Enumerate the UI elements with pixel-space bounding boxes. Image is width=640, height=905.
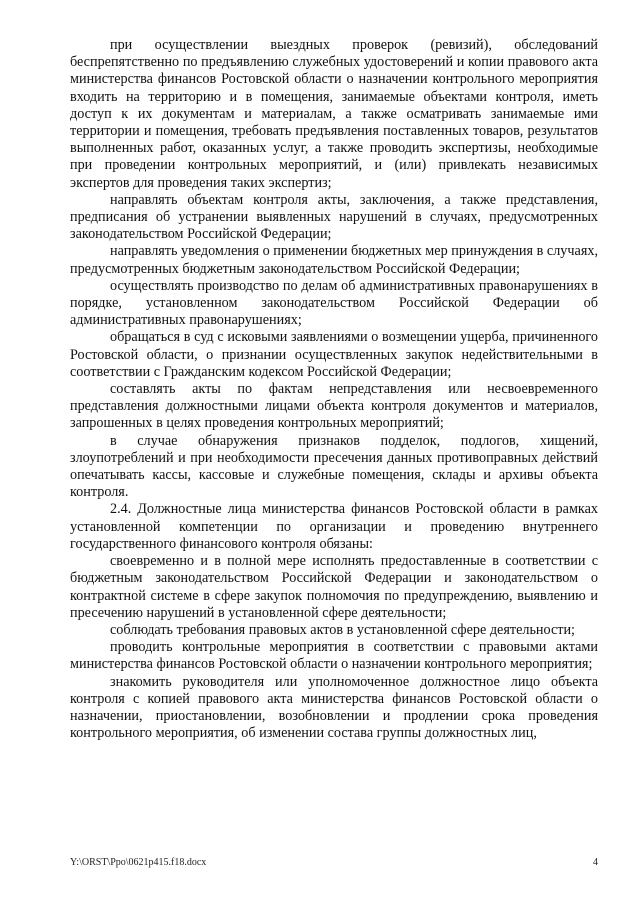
paragraph-sealing-premises: в случае обнаружения признаков подделок, подлогов, хищений, злоупотреблений и при необходимости пресечения данных противоправных действий опечатывать кассы, кассовые и служебные помещения, склады и архивы объекта контроля. [70,432,598,501]
paragraph-send-acts: направлять объектам контроля акты, заключения, а также представления, предписания об устранении выявленных нарушений в случаях, предусмотренных законодательством Российской Федерации; [70,191,598,243]
paragraph-execute-powers: своевременно и в полной мере исполнять предоставленные в соответствии с бюджетным законодательством Российской Федерации и законодательством о контрактной системе в сфере закупок полномочия по предупреждению, выявлению и пресечению нарушений в установленной сфере деятельности; [70,553,598,621]
paragraph-court-claims: обращаться в суд с исковыми заявлениями о возмещении ущерба, причиненного Ростовской области, о признании осуществленных закупок недействительными в соответствии с Гражданским кодексом Российской Федерации; [70,329,598,380]
paragraph-observe-requirements: соблюдать требования правовых актов в установленной сфере деятельности; [110,621,575,638]
paragraph-familiarize-head: знакомить руководителя или уполномоченное должностное лицо объекта контроля с копией правового акта министерства финансов Ростовской области о назначении, приостановлении, возобновлении и продлении срока проведения контрольного мероприятия, об изменении состава группы должностных лиц, [70,673,598,742]
paragraph-administrative-cases: осуществлять производство по делам об административных правонарушениях в порядке, установленном законодательством Российской Федерации об административных правонарушениях; [70,277,598,329]
paragraph-non-submission-acts: составлять акты по фактам непредставления или несвоевременного представления должностными лицами объекта контроля документов и материалов, запрошенных в целях проведения контрольных мероприятий; [70,381,598,432]
paragraph-inspection-rights: при осуществлении выездных проверок (ревизий), обследований беспрепятственно по предъявлению служебных удостоверений и копии правового акта министерства финансов Ростовской области о назначении контрольного мероприятия входить на территорию и в помещения, занимаемые объектами контроля, иметь доступ к их документам и материалам, а также осматривать занимаемые ими территории и помещения, требовать предъявления поставленных товаров, результатов выполненных работ, оказанных услуг, а также проводить экспертизы, необходимые при проведении контрольных мероприятий, и (или) привлекать независимых экспертов для проведения таких экспертиз; [70,37,598,191]
paragraph-conduct-control: проводить контрольные мероприятия в соответствии с правовыми актами министерства финансов Ростовской области о назначении контрольного мероприятия; [70,639,598,673]
footer-page-number: 4 [593,857,598,868]
paragraph-budget-measures: направлять уведомления о применении бюджетных мер принуждения в случаях, предусмотренных бюджетным законодательством Российской Федерации; [70,243,598,277]
document-body [70,37,598,742]
paragraph-section-2-4: 2.4. Должностные лица министерства финансов Ростовской области в рамках установленной компетенции по организации и проведению внутреннего государственного финансового контроля обязаны: [70,501,598,552]
footer-file-path: Y:\ORST\Ppo\0621p415.f18.docx [70,857,207,868]
